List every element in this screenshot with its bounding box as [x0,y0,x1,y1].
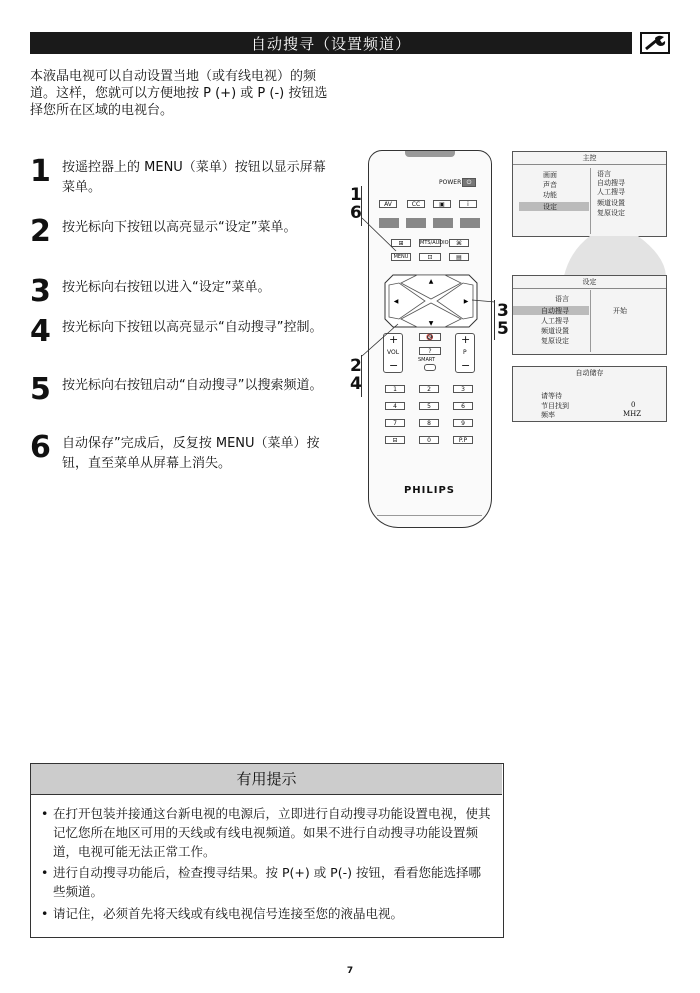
submenu-item[interactable]: 自动搜寻 [597,179,625,187]
tip-text: 在打开包装并接通这台新电视的电源后，立即进行自动搜寻功能设置电视，使其记忆您所在地区可用的天线或有线电视频道。如果不进行自动搜寻功能设置频道，电视可能无法正常工作。 [53,806,491,859]
callout-6: 6 [350,203,362,223]
digit-3-button[interactable]: 3 [453,385,473,393]
channel-minus: − [461,359,471,372]
volume-minus: − [389,359,399,372]
bullet-icon: • [41,806,49,821]
digit-5-button[interactable]: 5 [419,402,439,410]
menu-item[interactable]: 频道设置 [541,327,569,335]
display-button[interactable]: ⊡ [419,253,441,261]
tips-heading: 有用提示 [31,764,502,795]
step-text: 按光标向右按钮以进入“设定”菜单。 [62,280,271,295]
wrench-icon [640,32,670,54]
frequency-label: 频率 [541,411,555,419]
found-value: 0 [631,401,636,409]
digit-2-button[interactable]: 2 [419,385,439,393]
remote-divider [377,515,482,516]
found-label: 节目找到 [541,402,569,410]
cc-button[interactable]: CC [407,200,425,208]
freeze-button[interactable]: ⌘ [449,239,469,247]
digit-7-button[interactable]: 7 [385,419,405,427]
main-menu-screen [512,151,667,237]
page-number: 7 [346,966,354,976]
menu-connector [560,236,670,276]
volume-label: VOL [387,349,400,356]
menu-item[interactable]: 功能 [543,191,557,199]
menu-title: 主控 [513,152,666,165]
pip-button[interactable]: ⊟ [385,436,405,444]
previous-channel-button[interactable]: P.P [453,436,473,444]
svg-text:◀: ◀ [393,298,399,305]
menu-divider [590,168,591,234]
ir-window [405,151,455,157]
intro-paragraph: 本液晶电视可以自动设置当地（或有线电视）的频道。这样，您就可以方便地按 P (+) 或 P (-) 按钮选择您所在区域的电视台。 [30,69,328,118]
start-option[interactable]: 开始 [613,307,627,315]
menu-item[interactable]: 画面 [543,171,557,179]
section-header [30,32,670,56]
svg-text:▲: ▲ [428,278,434,285]
brand-logo: PHILIPS [403,485,456,496]
tips-box [30,763,504,938]
menu-button[interactable]: MENU [391,253,411,261]
step-number: 6 [30,430,51,465]
svg-text:▶: ▶ [463,298,469,305]
tip-text: 请记住，必须首先将天线或有线电视信号连接至您的液晶电视。 [53,906,404,921]
mute-screen-button[interactable]: ▤ [449,253,469,261]
wait-label: 请等待 [541,392,562,400]
sleep-button[interactable]: ⊞ [391,239,411,247]
channel-label: P [463,349,467,356]
digit-4-button[interactable]: 4 [385,402,405,410]
tip-item [41,904,493,923]
digit-0-button[interactable]: 0 [419,436,439,444]
page-title: 自动搜寻（设置频道） [250,35,411,53]
menu-title: 设定 [513,276,666,289]
step-text: 按遥控器上的 MENU（菜单）按钮以显示屏幕菜单。 [62,160,326,195]
av-button[interactable]: AV [379,200,397,208]
step-number: 5 [30,372,51,407]
step-text: 按光标向下按钮以高亮显示“设定”菜单。 [62,220,297,235]
step-number: 2 [30,214,51,249]
step-number: 1 [30,154,51,189]
step-number: 4 [30,314,51,349]
callout-5: 5 [497,319,509,339]
digit-8-button[interactable]: 8 [419,419,439,427]
menu-title: 自动储存 [575,369,604,377]
step-text: 按光标向右按钮启动“自动搜寻”以搜索频道。 [62,378,323,393]
mute-button[interactable]: 🔇 [419,333,441,341]
picture-format-button[interactable]: ▣ [433,200,451,208]
menu-item[interactable]: 语言 [555,295,569,303]
step-text: 按光标向下按钮以高亮显示“自动搜寻”控制。 [62,320,323,335]
surf-button[interactable]: ? [419,347,441,355]
submenu-item[interactable]: 复原设定 [597,209,625,217]
tip-item [41,804,493,861]
tip-item [41,863,493,901]
digit-9-button[interactable]: 9 [453,419,473,427]
submenu-item[interactable]: 频道设置 [597,199,625,207]
channel-plus: + [461,333,471,346]
bullet-icon: • [41,906,49,921]
callout-2: 2 [350,356,362,376]
power-label: POWER [439,179,462,186]
callout-3: 3 [497,301,509,321]
power-button[interactable]: ⏻ [462,178,476,187]
svg-text:▼: ▼ [428,320,434,327]
volume-plus: + [389,333,399,346]
info-button[interactable]: i [459,200,477,208]
smart-label: SMART [418,357,436,363]
callout-leader-lines [360,216,510,366]
frequency-unit: MHZ [623,410,642,418]
menu-item[interactable]: 声音 [543,181,557,189]
submenu-item[interactable]: 人工搜寻 [597,188,625,196]
callout-1: 1 [350,185,362,205]
step-text: 自动保存”完成后，反复按 MENU（菜单）按钮，直至菜单从屏幕上消失。 [62,436,320,471]
callout-4: 4 [350,374,362,394]
menu-divider [590,290,591,352]
menu-item[interactable]: 自动搜寻 [541,307,569,315]
menu-item[interactable]: 设定 [543,203,557,211]
tip-text: 进行自动搜寻功能后，检查搜寻结果。按 P(+) 或 P(-) 按钮，看看您能选择哪些频道。 [53,865,481,899]
digit-1-button[interactable]: 1 [385,385,405,393]
mts-audio-button[interactable]: MTS/AUDIO [420,240,449,246]
step-number: 3 [30,274,51,309]
menu-item[interactable]: 复原设定 [541,337,569,345]
submenu-item[interactable]: 语言 [597,170,611,178]
bullet-icon: • [41,865,49,880]
auto-store-screen [512,366,667,422]
digit-6-button[interactable]: 6 [453,402,473,410]
menu-item[interactable]: 人工搜寻 [541,317,569,325]
setup-menu-screen [512,275,667,355]
